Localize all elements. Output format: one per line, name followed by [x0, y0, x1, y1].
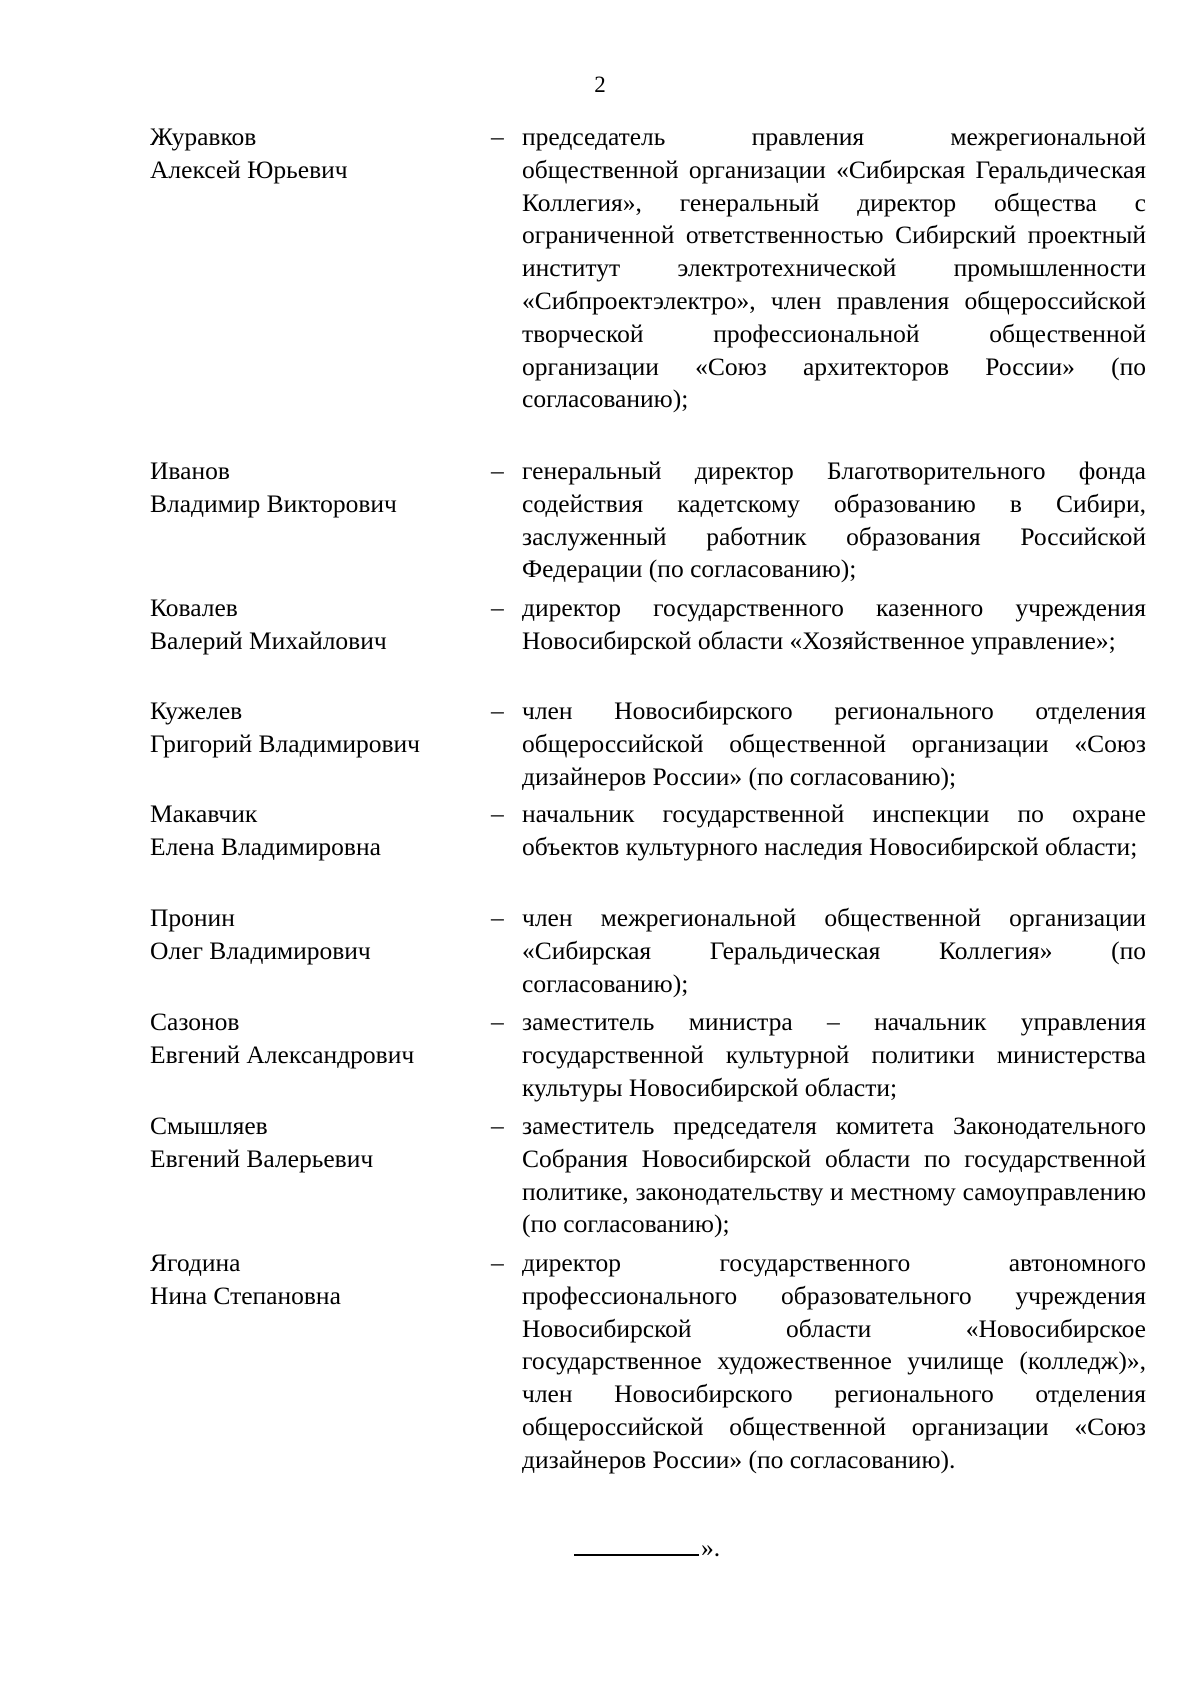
closing-quote: ».: [701, 1533, 721, 1562]
member-given-name: Алексей Юрьевич: [150, 154, 348, 184]
dash: –: [491, 903, 504, 932]
member-name: [150, 695, 480, 761]
member-name: [150, 798, 480, 864]
member-surname: Кужелев: [150, 696, 243, 725]
member-name: [150, 121, 480, 187]
dash: –: [491, 696, 504, 725]
member-given-name: Валерий Михайлович: [150, 625, 387, 655]
member-description: начальник государственной инспекции по охране объектов культурного наследия Новосибирской области;: [522, 799, 1146, 861]
member-surname: Ягодина: [150, 1248, 241, 1277]
member-name: [150, 592, 480, 658]
member-name: [150, 1110, 480, 1176]
member-description: член межрегиональной общественной организации «Сибирская Геральдическая Коллегия» (по согласованию);: [522, 903, 1146, 998]
member-given-name: Владимир Викторович: [150, 488, 397, 518]
closing-mark: [574, 1532, 720, 1565]
member-description: директор государственного автономного профессионального образовательного учреждения Новосибирской области «Новосибирское государственное художественное училище (колледж)», член Новосибирского регионального отделения общероссийской общественной организации «Союз дизайнеров России» (по согласованию).: [522, 1248, 1146, 1474]
member-name: [150, 1247, 480, 1313]
member-description: член Новосибирского регионального отделения общероссийской общественной организации «Союз дизайнеров России» (по согласованию);: [522, 696, 1146, 791]
member-surname: Макавчик: [150, 799, 258, 828]
member-given-name: Евгений Валерьевич: [150, 1143, 374, 1173]
member-surname: Ковалев: [150, 593, 238, 622]
member-surname: Пронин: [150, 903, 235, 932]
member-name: [150, 455, 480, 521]
member-name: [150, 902, 480, 968]
member-description: заместитель министра – начальник управления государственной культурной политики министерства культуры Новосибирской области;: [522, 1007, 1146, 1102]
member-given-name: Григорий Владимирович: [150, 728, 420, 758]
member-given-name: Елена Владимировна: [150, 831, 381, 861]
member-given-name: Олег Владимирович: [150, 935, 371, 965]
member-surname: Смышляев: [150, 1111, 268, 1140]
member-description: директор государственного казенного учреждения Новосибирской области «Хозяйственное управление»;: [522, 593, 1146, 655]
dash: –: [491, 1007, 504, 1036]
dash: –: [491, 799, 504, 828]
dash: –: [491, 1248, 504, 1277]
member-surname: Иванов: [150, 456, 230, 485]
signature-underline: [574, 1532, 699, 1556]
member-surname: Сазонов: [150, 1007, 240, 1036]
member-surname: Журавков: [150, 122, 257, 151]
dash: –: [491, 122, 504, 151]
member-given-name: Евгений Александрович: [150, 1039, 415, 1069]
member-given-name: Нина Степановна: [150, 1280, 341, 1310]
member-description: заместитель председателя комитета Законодательного Собрания Новосибирской области по государственной политике, законодательству и местному самоуправлению (по согласованию);: [522, 1111, 1146, 1239]
dash: –: [491, 456, 504, 485]
member-description: председатель правления межрегиональной общественной организации «Сибирская Геральдическая Коллегия», генеральный директор общества с ограниченной ответственностью Сибирский проектный институт электротехнической промышленности «Сибпроектэлектро», член правления общероссийской творческой профессиональной общественной организации «Союз архитекторов России» (по согласованию);: [522, 122, 1146, 414]
dash: –: [491, 593, 504, 622]
member-description: генеральный директор Благотворительного фонда содействия кадетскому образованию в Сибири, заслуженный работник образования Российской Федерации (по согласованию);: [522, 456, 1146, 584]
member-name: [150, 1006, 480, 1072]
page-number: 2: [594, 72, 606, 97]
dash: –: [491, 1111, 504, 1140]
